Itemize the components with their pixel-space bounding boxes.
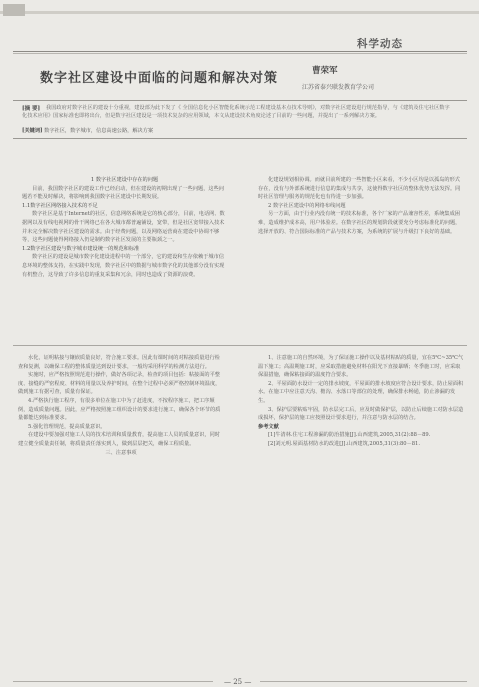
column-left-bottom <box>18 354 224 672</box>
paragraph: 1.1数字社区网络接入技术的不足 <box>22 202 98 209</box>
title-rule-secondary <box>13 53 467 54</box>
paragraph: 1 数字社区建设中存在的问题 <box>90 177 159 183</box>
column-left-top <box>22 176 227 341</box>
header-stripe <box>0 11 479 14</box>
paragraph: 数字社区的建设是城市数字化建设进程中的一个部分，它的建设和生存依赖于城市信息环境的整体支持，在实践中发现，数字社区中的数据与城市数字化的其他部分没有实现有机整合，这导致了许多信息的重复采集和冗余，同时也造成了资源的浪费。 <box>22 254 225 278</box>
footer-rule-left <box>13 681 213 682</box>
paragraph: 数字社区是基于Internet的社区，信息网络系统是它的核心部分，目前，电话网、数据网以及有线电视网的骨干网络已在各大城市都普遍铺设，宽带，但是社区宽带接入技术并未完全解决数字社区建设的需求。由于经费问题，以及网络运营商在建设中协调不够等，这些问题使得网络接入仍是制约数字社区发展的主要瓶颈之一。 <box>22 211 225 244</box>
abstract-text: 我国政府对数字社区的建设十分重视，建设部为此下发了《 全国信息化小区智能化系统示范工程建设基本点技术导则》，对数字社区建设进行规范指导，与《建筑及住宅社区数字化技术应用》国家标准也即将出台，但是数字社区建设是一项技术复杂的应用领域，本文从建设技术角度论述了目前的一些问题，并提出了一系列解决方案。 <box>22 105 450 119</box>
column-right-bottom <box>258 354 465 672</box>
article-author: 曹荣军 <box>312 66 338 76</box>
paragraph: 2 数字社区建设中的网络布线问题 <box>268 202 346 209</box>
section-title: 科学动态 <box>357 38 403 50</box>
header-bar <box>0 2 479 22</box>
paragraph: 1、注意施工的自然环境，为了保证施工操作以及基材粘贴的质量，宜在5℃~35℃气温下施工；高温期施工时，应采取措施避免材料在阳光下直接暴晒；冬季施工时，应采取保温措施，确保粘接面的温度符合要求。 <box>258 355 464 379</box>
paragraph: 5.强化管理规范，提高质量意识。 <box>28 423 106 430</box>
page-number: — 25 — <box>224 678 252 686</box>
keywords-label: [关键词] <box>22 128 43 134</box>
section-divider <box>13 345 467 346</box>
article-affiliation: 江苏省泰兴联发教育学公司 <box>302 84 375 91</box>
article-title: 数字社区建设中面临的问题和解决对策 <box>40 71 279 86</box>
column-right-top <box>258 176 465 341</box>
abstract-label: [摘 要] <box>22 106 41 112</box>
paragraph: 实施时，应严格按照规范进行操作，做好各项记录，检查的项目包括：粘接面的平整度、接缝的严密程度、材料的用量以及养护时间，在整个过程中必须严格控制环境温度，做到施工有据可查，质量有保证。 <box>18 372 221 396</box>
paragraph: 在建设中要加强对施工人员的技术培训和质量教育，提高施工人员的质量意识，同时建立健全质量责任制，将质量责任落实到人，做到层层把关，确保工程质量。 <box>18 432 220 447</box>
paragraph: 水化，证明粘接与镶嵌质量良好，符合施工要求。因此有课时间的对粘接质量进行检查和复测，以确保工程的整体质量达到设计要求，一般均采用科学的检测方法进行。 <box>18 355 220 370</box>
footer-rule-right <box>260 681 467 682</box>
keywords-text: 数字社区，数字城市，信息高速公路，解决方案 <box>44 128 154 134</box>
paragraph: 4.严格执行施工程序，有很多单位在施工中为了赶进度，不按程序施工，把工序颠倒，造成质量问题。因此，应严格按照施工组织设计的要求进行施工，确保各个环节的质量都能达到标准要求。 <box>18 397 221 422</box>
paragraph: 2、平屋面防水设计一定的排水坡度，平屋面的排水坡度应符合设计要求，防止屋面积水。在施工中应注意天沟、檐沟、水落口等部位的处理，确保排水畅通，防止渗漏的发生。 <box>258 380 464 404</box>
header-block <box>3 4 25 16</box>
paragraph: 3、保护层要粘贴牢固，防水层完工后，应及时做保护层，以防止后续施工对防水层造成损坏，保护层的施工应按照设计要求进行，并注意与防水层的结合。 <box>258 406 464 422</box>
title-rule <box>13 51 467 52</box>
paragraph: 化建设规划相协调。而就目前所建的一些智能小区来看，不少小区均是以孤岛的形式存在，没有与外部系统进行信息的集成与共享，这使得数字社区的整体优势无法发挥。同时社区管理与服务的规范化也有待进一步加强。 <box>258 177 461 201</box>
paragraph: 三、注意事项 <box>105 449 137 456</box>
paragraph: [2]刘元明.屋面基材防水的改进[J].山西建筑,2005,31(3):80－81. <box>268 440 421 447</box>
paragraph: [1]牛清林.住宅工程渗漏的防治措施[J].山西建筑,2005,31(2):88－89. <box>268 432 431 439</box>
paragraph: 1.2数字社区建设与数字城市建设统一的规范和标准 <box>22 245 140 252</box>
paragraph: 目前，我国数字社区的建设工作已经启动，但在建设的初期出现了一些问题，这些问题若不能及时解决，将影响到我国数字社区建设中长期发展。 <box>22 185 224 201</box>
keywords-line <box>22 127 153 134</box>
paragraph: 另一方面，由于行业内没有统一的技术标准，各个厂家的产品兼容性差，系统集成困难，造成维护成本高，用户体验差。在数字社区的规划阶段就要充分考虑标准化的问题，选择开放的、符合国际标准的产品与技术方案，为系统的扩展与升级打下良好的基础。 <box>258 211 461 235</box>
paragraph: 参考文献 <box>258 423 279 430</box>
